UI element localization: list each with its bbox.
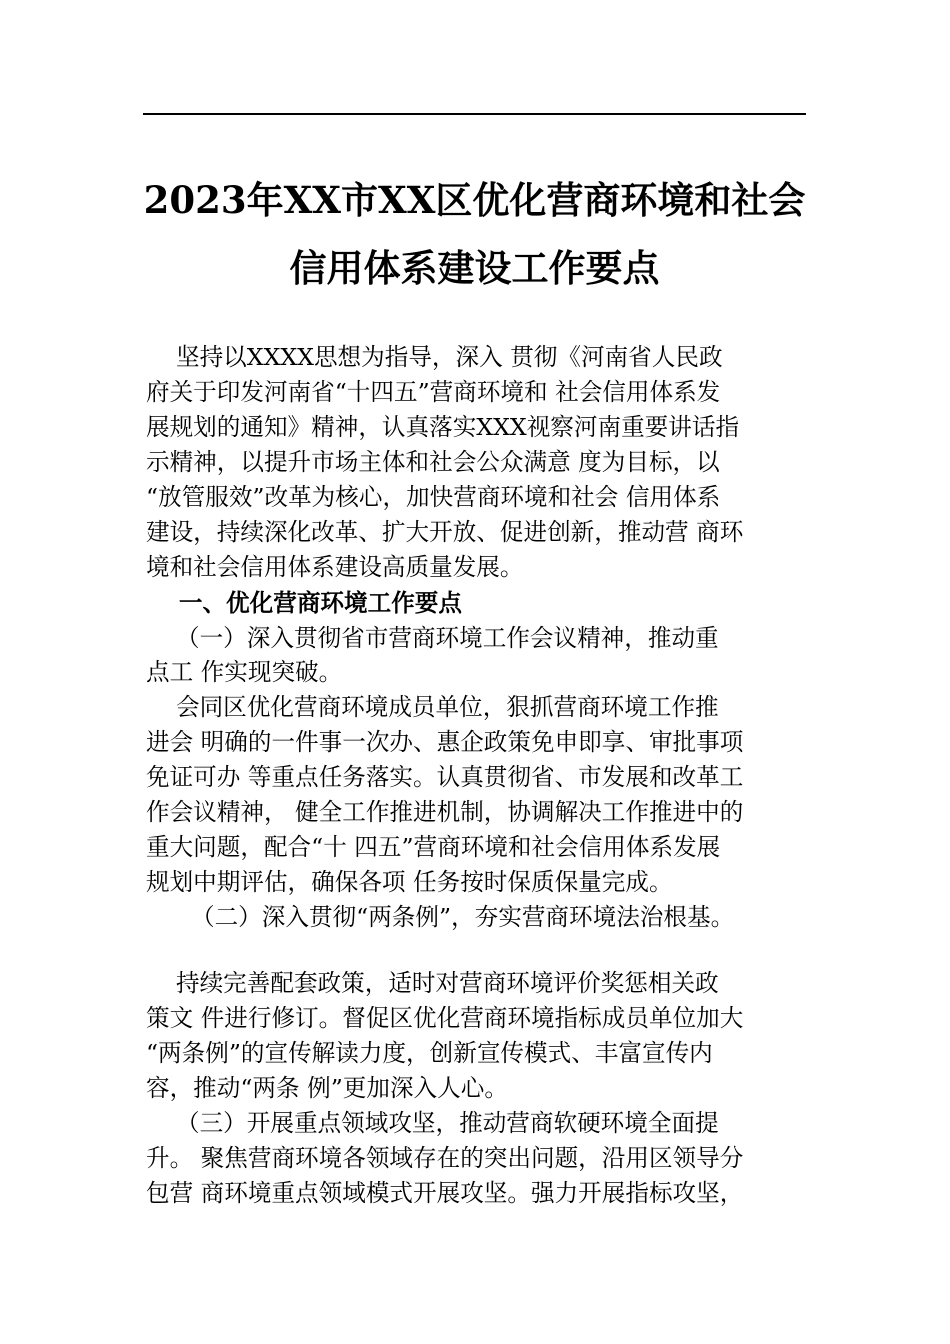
body-text-line: 作会议精神， 健全工作推进机制，协调解决工作推进中的 — [146, 798, 744, 826]
body-text-line: 进会 明确的一件事一次办、惠企政策免申即享、审批事项 — [146, 728, 744, 756]
body-text-line: 境和社会信用体系建设高质量发展。 — [146, 553, 524, 581]
body-text-line: （一）深入贯彻省市营商环境工作会议精神，推动重 — [146, 624, 719, 652]
body-text-line: 策文 件进行修订。督促区优化营商环境指标成员单位加大 — [146, 1004, 744, 1032]
body-text-line: 重大问题，配合“十 四五”营商环境和社会信用体系发展 — [146, 833, 721, 861]
body-text-line: 示精神，以提升市场主体和社会公众满意 度为目标，以 — [146, 448, 720, 476]
header-rule — [143, 113, 806, 115]
body-text-line: 免证可办 等重点任务落实。认真贯彻省、市发展和改革工 — [146, 763, 744, 791]
body-text-line: 会同区优化营商环境成员单位，狠抓营商环境工作推 — [146, 693, 719, 721]
section-heading: 一、优化营商环境工作要点 — [146, 589, 462, 617]
body-text-line: （三）开展重点领域攻坚，推动营商软硬环境全面提 — [146, 1109, 719, 1137]
body-text-line: 建设，持续深化改革、扩大开放、促进创新，推动营 商环 — [146, 518, 744, 546]
body-text-line: “放管服效”改革为核心，加快营商环境和社会 信用体系 — [146, 483, 721, 511]
document-title-line-1: 2023年XX市XX区优化营商环境和社会 — [143, 178, 806, 222]
document-title-line-2: 信用体系建设工作要点 — [289, 246, 660, 290]
body-text-line: 展规划的通知》精神，认真落实XXX视察河南重要讲话指 — [146, 413, 740, 441]
body-text-line: 府关于印发河南省“十四五”营商环境和 社会信用体系发 — [146, 378, 721, 406]
body-text-line: 持续完善配套政策，适时对营商环境评价奖惩相关政 — [146, 969, 719, 997]
body-text-line: 点工 作实现突破。 — [146, 658, 343, 686]
body-text-line: 坚持以XXXX思想为指导，深入 贯彻《河南省人民政 — [146, 343, 723, 371]
body-text-line: （二）深入贯彻“两条例”，夯实营商环境法治根基。 — [146, 903, 735, 931]
body-text-line: 包营 商环境重点领域模式开展攻坚。强力开展指标攻坚， — [146, 1179, 744, 1207]
body-text-line: 容，推动“两条 例”更加深入人心。 — [146, 1074, 508, 1102]
body-text-line: 升。 聚焦营商环境各领域存在的突出问题，沿用区领导分 — [146, 1144, 744, 1172]
body-text-line: 规划中期评估，确保各项 任务按时保质保量完成。 — [146, 868, 673, 896]
body-text-line: “两条例”的宣传解读力度，创新宣传模式、丰富宣传内 — [146, 1039, 713, 1067]
